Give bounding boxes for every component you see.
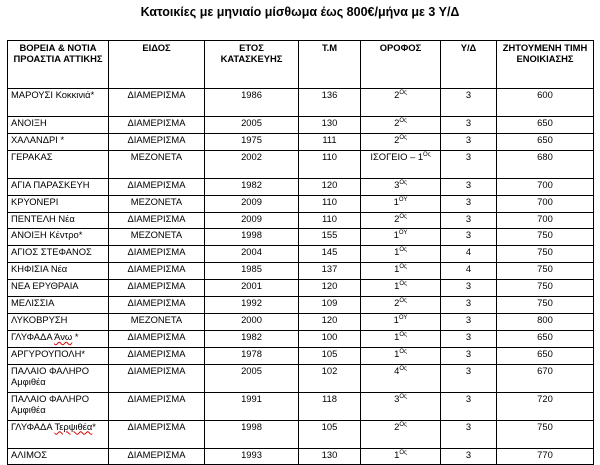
cell-price: 650 [497, 133, 594, 150]
cell-year: 1991 [205, 392, 299, 420]
cell-floor [361, 280, 441, 297]
floor-suffix: Ος [399, 297, 407, 304]
cell-year: 2001 [205, 280, 299, 297]
cell-bedrooms: 3 [441, 117, 497, 134]
cell-price: 750 [497, 297, 594, 314]
cell-bedrooms: 3 [441, 297, 497, 314]
floor-value: 1 [394, 448, 400, 460]
cell-sqm: 110 [299, 212, 361, 229]
table-row [8, 178, 594, 195]
cell-year: 2009 [205, 212, 299, 229]
cell-bedrooms: 4 [441, 246, 497, 263]
floor-suffix: Ος [399, 331, 407, 338]
floor-suffix: ΟΥ [398, 314, 408, 321]
cell-year: 1992 [205, 297, 299, 314]
cell-year: 2000 [205, 313, 299, 330]
floor-suffix: Ος [399, 421, 407, 428]
cell-type: ΔΙΑΜΕΡΙΣΜΑ [109, 347, 205, 364]
cell-area: ΜΑΡΟΥΣΙ Κοκκινιά* [8, 89, 109, 117]
cell-floor [361, 133, 441, 150]
cell-bedrooms: 3 [441, 280, 497, 297]
cell-price: 680 [497, 150, 594, 178]
cell-sqm: 110 [299, 195, 361, 212]
cell-bedrooms: 3 [441, 313, 497, 330]
cell-price: 750 [497, 263, 594, 280]
cell-year: 1993 [205, 448, 299, 465]
floor-value: 3 [394, 178, 400, 190]
cell-sqm: 155 [299, 229, 361, 246]
table-row [8, 364, 594, 392]
table-row [8, 297, 594, 314]
floor-value: 2 [394, 212, 400, 224]
cell-price: 670 [497, 364, 594, 392]
cell-area: ΑΡΓΥΡΟΥΠΟΛΗ* [8, 347, 109, 364]
header-row [8, 41, 594, 89]
cell-sqm: 111 [299, 133, 361, 150]
cell-sqm: 145 [299, 246, 361, 263]
table-row [8, 246, 594, 263]
cell-sqm: 120 [299, 313, 361, 330]
table-row [8, 347, 594, 364]
floor-value: 1 [394, 263, 400, 275]
cell-bedrooms: 3 [441, 178, 497, 195]
cell-sqm: 105 [299, 347, 361, 364]
cell-floor [361, 420, 441, 448]
floor-value: 2 [394, 297, 400, 309]
cell-year: 1986 [205, 89, 299, 117]
cell-year: 1975 [205, 133, 299, 150]
cell-area: ΑΝΟΙΞΗ [8, 117, 109, 134]
cell-sqm: 130 [299, 117, 361, 134]
cell-sqm: 130 [299, 448, 361, 465]
table-body [8, 89, 594, 465]
table-row [8, 280, 594, 297]
cell-price: 800 [497, 313, 594, 330]
floor-value: 1 [393, 195, 399, 207]
floor-suffix: Ος [423, 151, 431, 158]
cell-area: ΑΓΙΑ ΠΑΡΑΣΚΕΥΗ [8, 178, 109, 195]
table-row [8, 330, 594, 347]
cell-year: 2005 [205, 364, 299, 392]
cell-bedrooms: 3 [441, 392, 497, 420]
cell-area: ΚΡΥΟΝΕΡΙ [8, 195, 109, 212]
cell-floor [361, 246, 441, 263]
floor-value: 1 [394, 330, 400, 342]
floor-suffix: ΟΥ [398, 196, 408, 203]
floor-suffix: Ος [399, 348, 407, 355]
cell-year: 2004 [205, 246, 299, 263]
cell-type: ΔΙΑΜΕΡΙΣΜΑ [109, 117, 205, 134]
cell-sqm: 109 [299, 297, 361, 314]
cell-area: ΜΕΛΙΣΣΙΑ [8, 297, 109, 314]
floor-value: 1 [394, 280, 400, 292]
cell-floor [361, 448, 441, 465]
cell-floor [361, 392, 441, 420]
cell-price: 700 [497, 195, 594, 212]
cell-floor [361, 229, 441, 246]
cell-area: ΓΛΥΦΑΔΑ Άνω * [8, 330, 109, 347]
cell-floor [361, 150, 441, 178]
column-header-price: ΖΗΤΟΥΜΕΝΗ ΤΙΜΗ ΕΝΟΙΚΙΑΣΗΣ [497, 41, 594, 89]
cell-year: 1985 [205, 263, 299, 280]
cell-floor [361, 263, 441, 280]
cell-price: 750 [497, 280, 594, 297]
floor-value: 4 [394, 364, 400, 376]
floor-suffix: Ος [399, 117, 407, 124]
cell-sqm: 120 [299, 178, 361, 195]
cell-price: 720 [497, 392, 594, 420]
table-row [8, 229, 594, 246]
cell-bedrooms: 3 [441, 89, 497, 117]
floor-suffix: Ος [399, 247, 407, 254]
cell-price: 750 [497, 420, 594, 448]
cell-floor [361, 195, 441, 212]
cell-bedrooms: 3 [441, 330, 497, 347]
cell-area: ΚΗΦΙΣΙΑ Νέα [8, 263, 109, 280]
cell-bedrooms: 3 [441, 347, 497, 364]
table-row [8, 133, 594, 150]
cell-sqm: 137 [299, 263, 361, 280]
cell-area: ΠΕΝΤΕΛΗ Νέα [8, 212, 109, 229]
cell-area: ΠΑΛΑΙΟ ΦΑΛΗΡΟ Αμφιθέα [8, 364, 109, 392]
table-row [8, 313, 594, 330]
table-row [8, 420, 594, 448]
column-header-sqm: Τ.Μ [299, 41, 361, 89]
floor-value: 2 [394, 420, 400, 432]
cell-price: 650 [497, 117, 594, 134]
floor-value: 1 [393, 313, 399, 325]
cell-year: 1978 [205, 347, 299, 364]
cell-sqm: 136 [299, 89, 361, 117]
cell-price: 700 [497, 212, 594, 229]
cell-type: ΔΙΑΜΕΡΙΣΜΑ [109, 364, 205, 392]
cell-bedrooms: 3 [441, 150, 497, 178]
cell-area: ΛΥΚΟΒΡΥΣΗ [8, 313, 109, 330]
cell-year: 1998 [205, 229, 299, 246]
cell-price: 750 [497, 246, 594, 263]
floor-suffix: Ος [399, 213, 407, 220]
column-header-area: ΒΟΡΕΙΑ & ΝΟΤΙΑ ΠΡΟΑΣΤΙΑ ΑΤΤΙΚΗΣ [8, 41, 109, 89]
cell-floor [361, 89, 441, 117]
cell-price: 770 [497, 448, 594, 465]
cell-area: ΑΝΟΙΞΗ Κέντρο* [8, 229, 109, 246]
floor-suffix: Ος [399, 365, 407, 372]
floor-value: 1 [394, 347, 400, 359]
table-row [8, 212, 594, 229]
cell-price: 700 [497, 178, 594, 195]
cell-floor [361, 212, 441, 229]
table-row [8, 263, 594, 280]
cell-sqm: 118 [299, 392, 361, 420]
cell-type: ΔΙΑΜΕΡΙΣΜΑ [109, 330, 205, 347]
cell-sqm: 102 [299, 364, 361, 392]
cell-floor [361, 364, 441, 392]
cell-area: ΠΑΛΑΙΟ ΦΑΛΗΡΟ Αμφιθέα [8, 392, 109, 420]
floor-suffix: Ος [399, 89, 407, 96]
cell-sqm: 105 [299, 420, 361, 448]
cell-sqm: 120 [299, 280, 361, 297]
cell-sqm: 100 [299, 330, 361, 347]
floor-suffix: Ος [399, 179, 407, 186]
cell-bedrooms: 3 [441, 195, 497, 212]
cell-area: ΝΕΑ ΕΡΥΘΡΑΙΑ [8, 280, 109, 297]
cell-type: ΔΙΑΜΕΡΙΣΜΑ [109, 420, 205, 448]
cell-bedrooms: 3 [441, 448, 497, 465]
cell-type: ΜΕΖΟΝΕΤΑ [109, 229, 205, 246]
cell-area: ΓΕΡΑΚΑΣ [8, 150, 109, 178]
floor-value: 3 [394, 392, 400, 404]
cell-sqm: 110 [299, 150, 361, 178]
cell-type: ΔΙΑΜΕΡΙΣΜΑ [109, 133, 205, 150]
cell-price: 600 [497, 89, 594, 117]
cell-type: ΔΙΑΜΕΡΙΣΜΑ [109, 280, 205, 297]
cell-type: ΔΙΑΜΕΡΙΣΜΑ [109, 297, 205, 314]
cell-floor [361, 117, 441, 134]
rentals-table [7, 40, 594, 465]
cell-type: ΜΕΖΟΝΕΤΑ [109, 313, 205, 330]
cell-bedrooms: 3 [441, 420, 497, 448]
cell-type: ΔΙΑΜΕΡΙΣΜΑ [109, 178, 205, 195]
cell-area: ΑΓΙΟΣ ΣΤΕΦΑΝΟΣ [8, 246, 109, 263]
cell-type: ΔΙΑΜΕΡΙΣΜΑ [109, 392, 205, 420]
floor-value: 1 [393, 229, 399, 241]
table-row [8, 448, 594, 465]
column-header-type: ΕΙΔΟΣ [109, 41, 205, 89]
cell-floor [361, 297, 441, 314]
cell-floor [361, 347, 441, 364]
cell-year: 1982 [205, 178, 299, 195]
cell-type: ΔΙΑΜΕΡΙΣΜΑ [109, 246, 205, 263]
cell-area: ΑΛΙΜΟΣ [8, 448, 109, 465]
column-header-bedrooms: Υ/Δ [441, 41, 497, 89]
document-title: Κατοικίες με μηνιαίο μίσθωμα έως 800€/μήνα με 3 Υ/Δ [140, 5, 460, 19]
table-row [8, 150, 594, 178]
floor-suffix: Ος [399, 393, 407, 400]
spellcheck-underline: Τερψιθέα [54, 420, 93, 432]
spellcheck-underline: Άνω [54, 330, 73, 342]
cell-year: 2005 [205, 117, 299, 134]
floor-value: ΙΣΟΓΕΙΟ – 1 [370, 150, 424, 162]
cell-type: ΜΕΖΟΝΕΤΑ [109, 195, 205, 212]
table-row [8, 392, 594, 420]
floor-value: 2 [394, 133, 400, 145]
cell-price: 650 [497, 330, 594, 347]
cell-type: ΔΙΑΜΕΡΙΣΜΑ [109, 263, 205, 280]
column-header-floor: ΟΡΟΦΟΣ [361, 41, 441, 89]
table-row [8, 117, 594, 134]
column-header-year: ΕΤΟΣ ΚΑΤΑΣΚΕΥΗΣ [205, 41, 299, 89]
floor-value: 2 [394, 89, 400, 100]
cell-floor [361, 313, 441, 330]
cell-area: ΓΛΥΦΑΔΑ Τερψιθέα* [8, 420, 109, 448]
cell-floor [361, 178, 441, 195]
cell-price: 650 [497, 347, 594, 364]
cell-price: 750 [497, 229, 594, 246]
floor-suffix: Ος [399, 281, 407, 287]
cell-type: ΔΙΑΜΕΡΙΣΜΑ [109, 212, 205, 229]
floor-suffix: Ος [399, 264, 407, 271]
cell-year: 1998 [205, 420, 299, 448]
cell-type: ΜΕΖΟΝΕΤΑ [109, 150, 205, 178]
cell-year: 1982 [205, 330, 299, 347]
cell-bedrooms: 3 [441, 364, 497, 392]
cell-bedrooms: 3 [441, 229, 497, 246]
floor-value: 1 [394, 246, 400, 258]
table-row [8, 89, 594, 117]
cell-bedrooms: 3 [441, 212, 497, 229]
floor-suffix: Ος [399, 449, 407, 456]
cell-area: ΧΑΛΑΝΔΡΙ * [8, 133, 109, 150]
cell-floor [361, 330, 441, 347]
cell-bedrooms: 4 [441, 263, 497, 280]
cell-type: ΔΙΑΜΕΡΙΣΜΑ [109, 448, 205, 465]
floor-suffix: Ος [399, 134, 407, 141]
cell-bedrooms: 3 [441, 133, 497, 150]
cell-year: 2002 [205, 150, 299, 178]
cell-type: ΔΙΑΜΕΡΙΣΜΑ [109, 89, 205, 117]
cell-year: 2009 [205, 195, 299, 212]
floor-value: 2 [394, 117, 400, 128]
floor-suffix: ΟΥ [398, 230, 408, 237]
table-row [8, 195, 594, 212]
